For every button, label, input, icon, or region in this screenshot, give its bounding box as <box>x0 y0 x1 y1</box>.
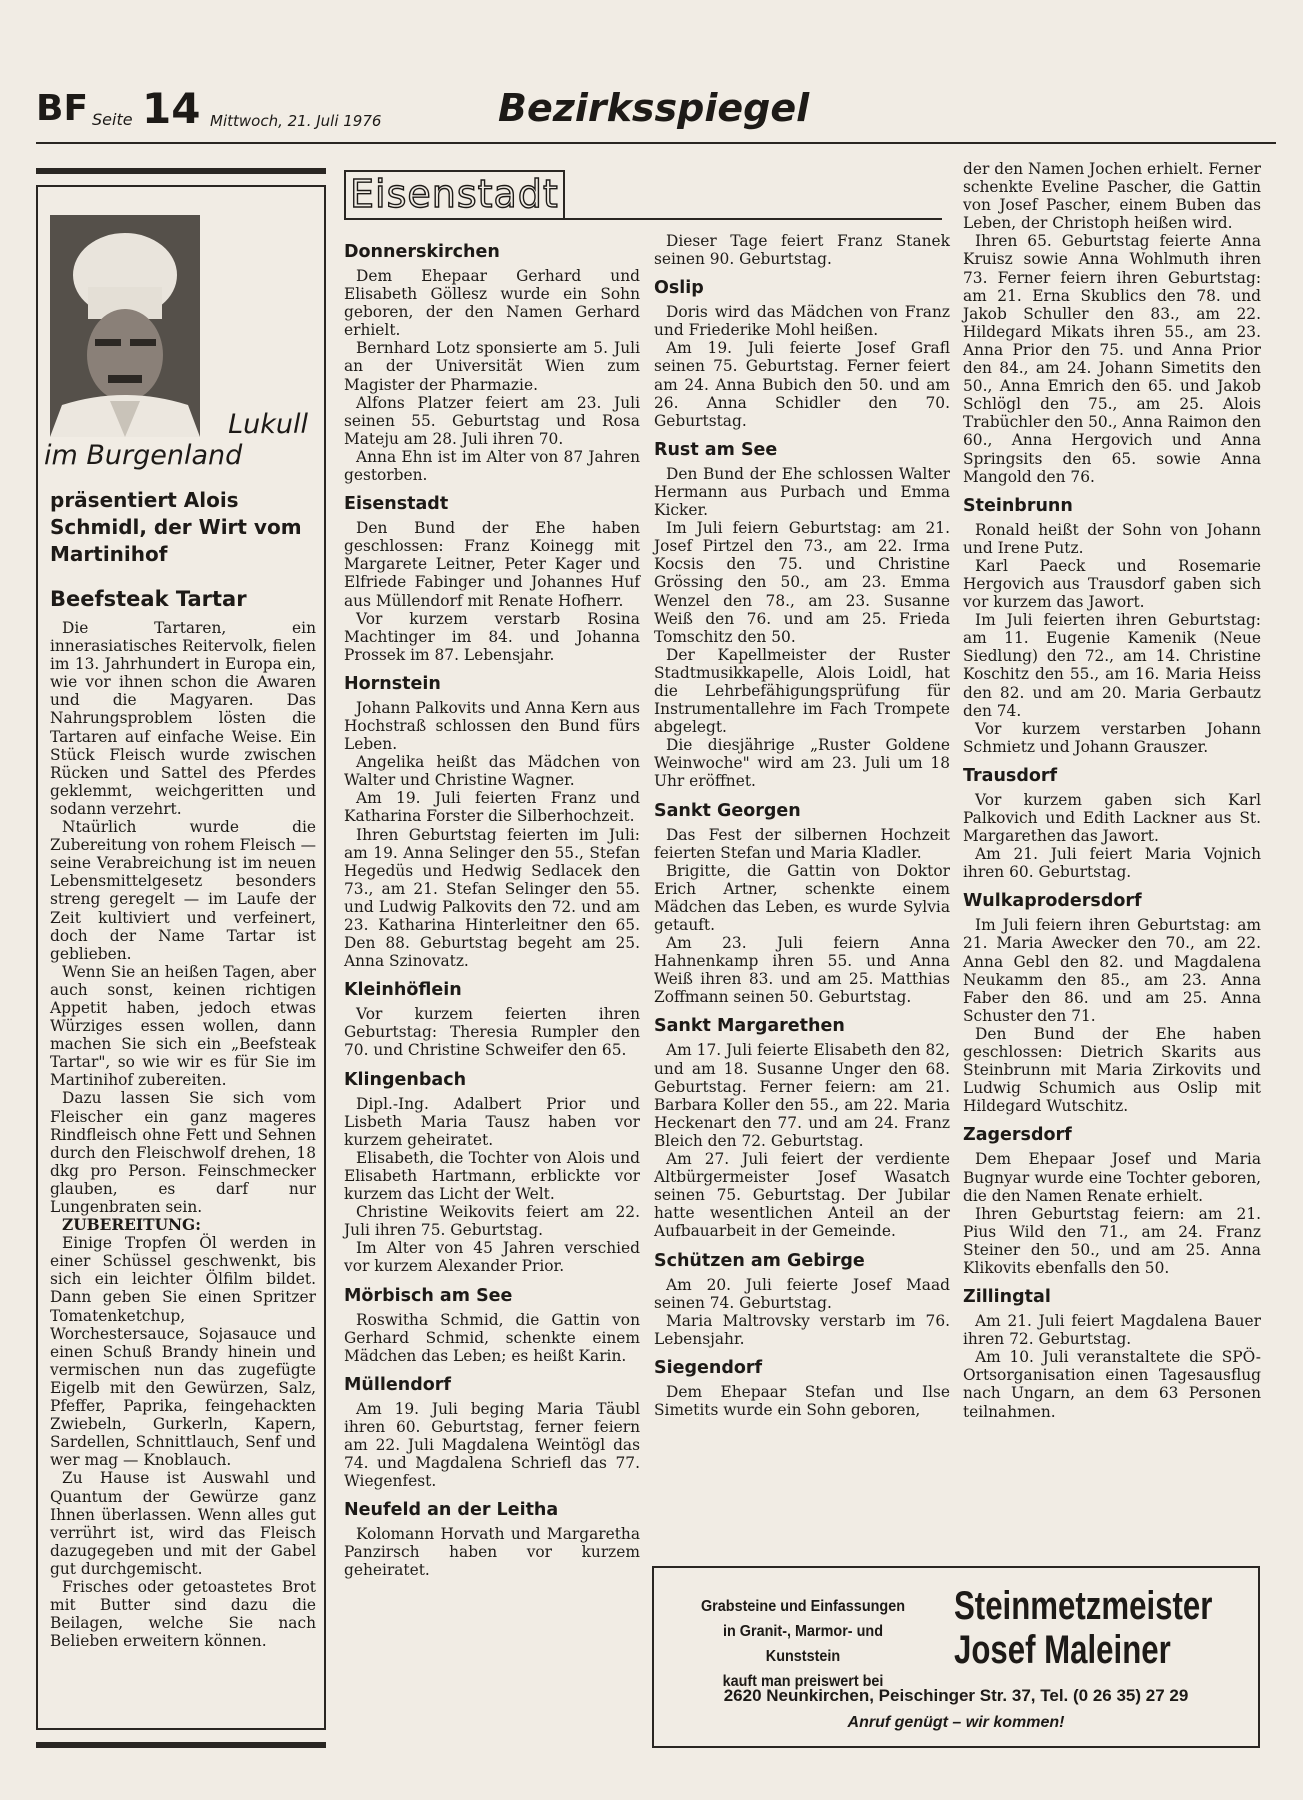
recipe-headline <box>44 409 320 471</box>
article-heading: Neufeld an der Leitha <box>344 1500 559 1521</box>
article-heading: Müllendorf <box>344 1374 451 1395</box>
article-heading: Steinbrunn <box>963 495 1073 516</box>
headline-line-2: im Burgenland <box>44 440 243 471</box>
column-2 <box>654 232 950 1419</box>
logo: BF <box>36 88 89 129</box>
article-paragraph: Dem Ehepaar Stefan und Ilse Simetits wurde ein Sohn geboren, <box>654 1382 950 1419</box>
article-paragraph: Bernhard Lotz sponsierte am 5. Juli an der Universität Wien zum Magister der Pharmazie. <box>344 339 640 394</box>
recipe-text <box>50 619 316 1650</box>
article-paragraph: Doris wird das Mädchen von Franz und Friederike Mohl heißen. <box>654 303 950 340</box>
article-heading: Wulkaprodersdorf <box>963 891 1142 912</box>
article-heading: Zillingtal <box>963 1287 1051 1308</box>
ad-right-line: Steinmetzmeister <box>954 1584 1213 1628</box>
article-paragraph: Im Alter von 45 Jahren verschied vor kurzem Alexander Prior. <box>344 1239 640 1276</box>
article-paragraph: Den Bund der Ehe haben geschlossen: Dietrich Skarits aus Steinbrunn mit Maria Zirkovits und Ludwig Schumich aus Oslip mit Hildegard Wutschitz. <box>963 1024 1261 1116</box>
article-heading: Schützen am Gebirge <box>654 1250 865 1271</box>
recipe-paragraph: Dazu lassen Sie sich vom Fleischer ein ganz mageres Rindfleisch ohne Fett und Sehnen durch den Fleischwolf drehen, 18 dkg pro Person. Feinschmecker glauben, es darf nur Lungenbraten sein. <box>50 1089 316 1216</box>
ad-call-to-action: Anruf genügt – wir kommen! <box>847 1714 1065 1731</box>
article-paragraph: Im Juli feiern ihren Geburtstag: am 21. Maria Awecker den 70., am 22. Anna Gebl den 82. und Magdalena Neukamm den 85., am 23. Anna Faber den 86. und am 25. Anna Schuster den 71. <box>963 916 1261 1025</box>
article-paragraph: Den Bund der Ehe schlossen Walter Hermann aus Purbach und Emma Kicker. <box>654 464 950 520</box>
article-paragraph: Am 19. Juli feierte Josef Grafl seinen 75. Geburtstag. Ferner feiert am 24. Anna Bubich den 50. und am 26. Anna Schidler den 70. Geburtstag. <box>654 339 950 430</box>
article-paragraph: Roswitha Schmid, die Gattin von Gerhard Schmid, schenkte einem Mädchen das Leben; es heißt Karin. <box>344 1310 640 1365</box>
article-paragraph: Dem Ehepaar Gerhard und Elisabeth Göllesz wurde ein Sohn geboren, der den Namen Gerhard erhielt. <box>344 267 640 340</box>
article-paragraph: Angelika heißt das Mädchen von Walter und Christine Wagner. <box>344 753 640 790</box>
chef-photo-icon <box>50 215 200 437</box>
article-heading: Klingenbach <box>344 1069 467 1090</box>
article-heading: Donnerskirchen <box>344 242 500 262</box>
article-paragraph: Vor kurzem feierten ihren Geburtstag: Theresia Rumpler den 70. und Christine Schweifer den 65. <box>344 1005 640 1060</box>
article-paragraph: Alfons Platzer feiert am 23. Juli seinen 55. Geburtstag und Rosa Mateju am 28. Juli ihren 70. <box>344 393 640 448</box>
left-top-bar <box>36 168 326 174</box>
section-title: Bezirksspiegel <box>498 86 810 130</box>
article-heading: Hornstein <box>344 673 441 694</box>
article-paragraph: Anna Ehn ist im Alter von 87 Jahren gestorben. <box>344 447 640 485</box>
article-paragraph: Am 27. Juli feiert der verdiente Altbürgermeister Josef Wasatch seinen 75. Geburtstag. Der Jubilar hatte wesentlichen Anteil an der Aufbauarbeit in der Gemeinde. <box>654 1150 950 1241</box>
issue-date: Mittwoch, 21. Juli 1976 <box>210 112 382 130</box>
recipe-title: Beefsteak Tartar <box>50 587 247 611</box>
article-paragraph: Ronald heißt der Sohn von Johann und Irene Putz. <box>963 520 1261 557</box>
ad-right-line: Josef Maleiner <box>954 1628 1171 1672</box>
recipe-paragraph: Einige Tropfen Öl werden in einer Schüssel geschwenkt, bis sich ein leichter Ölfilm bildet. Dann geben Sie einen Spritzer Tomatenketchup, Worchestersauce, Sojasauce und einen Schuß Brandy hinein und vermischen nun das zugefügte Eigelb mit den Gewürzen, Salz, Pfeffer, Paprika, feingehackten Zwiebeln, Gurkerln, Kapern, Sardellen, Schnittlauch, Senf und wer mag — Knoblauch. <box>50 1234 316 1470</box>
recipe-paragraph: Zu Hause ist Auswahl und Quantum der Gewürze ganz Ihnen überlassen. Wenn alles gut verrührt ist, wird das Fleisch dazugegeben und mit der Gabel gut durchgemischt. <box>50 1469 316 1578</box>
article-paragraph: Im Juli feierten ihren Geburtstag: am 11. Eugenie Kamenik (Neue Siedlung) den 72., am 14. Christine Koschitz den 55., am 16. Maria Heiss den 82. und am 20. Maria Gerbautz den 74. <box>963 611 1261 720</box>
article-paragraph: Am 17. Juli feierte Elisabeth den 82, und am 18. Susanne Unger den 68. Geburtstag. Ferner feiern: am 21. Barbara Koller den 55., am 22. Maria Heckenart den 77. und am 24. Franz Bleich den 72. Geburtstag. <box>654 1041 950 1150</box>
article-heading: Trausdorf <box>963 765 1058 786</box>
column-3-lead: Ihren 65. Geburtstag feierte Anna Kruisz sowie Anna Wohlmuth ihren 73. Ferner feiern ihren Geburtstag: am 21. Erna Skublics den 78. und Jakob Schuller den 83., am 22. Hildegard Mikats ihren 55., am 23. Anna Prior den 75. und Anna Prior den 84., am 24. Johann Simetits den 50., Anna Emrich den 65. und Jakob Schlögl den 75., am 25. Alois Trabüchler den 50., Anna Raimon den 60., Anna Hergovich und Anna Springsits den 65. sowie Anna Mangold den 76. <box>963 232 1261 486</box>
article-paragraph: Am 19. Juli feierten Franz und Katharina Forster die Silberhochzeit. <box>344 789 640 826</box>
masthead <box>0 82 1303 152</box>
article-heading: Sankt Margarethen <box>654 1016 845 1037</box>
article-paragraph: Das Fest der silbernen Hochzeit feierten Stefan und Maria Kladler. <box>654 825 950 862</box>
place-title: Eisenstadt <box>344 170 565 220</box>
article-paragraph: Der Kapellmeister der Ruster Stadtmusikkapelle, Alois Loidl, hat die Lehrbefähigungsprüfung für Instrumentallehre im Fach Trompete abgelegt. <box>654 645 950 737</box>
headline-line-1: Lukull <box>228 409 308 440</box>
article-paragraph: Die diesjährige „Ruster Goldene Weinwoche" wird am 23. Juli um 18 Uhr eröffnet. <box>654 736 950 791</box>
article-paragraph: Am 21. Juli feiert Magdalena Bauer ihren 72. Geburtstag. <box>963 1312 1261 1349</box>
article-heading: Mörbisch am See <box>344 1285 513 1306</box>
ad-address: 2620 Neunkirchen, Peischinger Str. 37, Tel. (0 26 35) 27 29 <box>723 1686 1189 1705</box>
article-paragraph: Vor kurzem gaben sich Karl Palkovich und Edith Lackner aus St. Margarethen das Jawort. <box>963 790 1261 846</box>
article-paragraph: Vor kurzem verstarben Johann Schmietz und Johann Grauszer. <box>963 719 1261 756</box>
article-paragraph: Am 23. Juli feiern Anna Hahnenkamp ihren 55. und Anna Weiß ihren 83. und am 25. Matthias Zoffmann seinen 50. Geburtstag. <box>654 934 950 1007</box>
article-paragraph: Am 20. Juli feierte Josef Maad seinen 74. Geburtstag. <box>654 1275 950 1312</box>
article-heading: Kleinhöflein <box>344 980 462 1001</box>
article-paragraph: Vor kurzem verstarb Rosina Machtinger im 84. und Johanna Prossek im 87. Lebensjahr. <box>344 609 640 664</box>
ad-company-name <box>954 1584 1213 1672</box>
article-paragraph: Maria Maltrovsky verstarb im 76. Lebensjahr. <box>654 1311 950 1348</box>
article-paragraph: Am 10. Juli veranstaltete die SPÖ-Ortsorganisation einen Tagesausflug nach Ungarn, an dem 63 Personen teilnahmen. <box>963 1348 1261 1421</box>
article-heading: Sankt Georgen <box>654 800 801 821</box>
ad-left-line: Grabsteine und Einfassungen <box>700 1598 906 1615</box>
recipe-subhead: ZUBEREITUNG: <box>62 1216 201 1235</box>
article-paragraph: Karl Paeck und Rosemarie Hergovich aus Trausdorf gaben sich vor kurzem das Jawort. <box>963 556 1261 612</box>
place-rule <box>344 218 942 220</box>
masthead-rule <box>36 142 1276 144</box>
article-paragraph: Ihren Geburtstag feierten im Juli: am 19. Anna Selinger den 55., Stefan Hegedüs und Hedwig Sedlacek den 73., am 21. Stefan Selinger den 55. und Ludwig Palkovits den 72. und am 23. Katharina Hinterleitner den 65. Den 88. Geburtstag begeht am 25. Anna Szinovatz. <box>344 825 640 971</box>
chef-portrait-icon <box>50 215 200 437</box>
article-heading: Oslip <box>654 278 704 299</box>
ad-left-line: kauft man preiswert bei <box>722 1673 884 1690</box>
recipe-paragraph: Frisches oder getoastetes Brot mit Butter sind dazu die Beilagen, welche Sie nach Belieben erweitern können. <box>50 1577 316 1651</box>
column-1 <box>344 232 640 1580</box>
article-heading: Eisenstadt <box>344 494 449 515</box>
ad-left-line: in Granit-, Marmor- und Kunststein <box>722 1623 884 1665</box>
article-paragraph: Elisabeth, die Tochter von Alois und Elisabeth Hartmann, erblickte vor kurzem das Licht der Welt. <box>344 1148 640 1204</box>
seite-label: Seite <box>92 110 133 129</box>
article-paragraph: Kolomann Horvath und Margaretha Panzirsch haben vor kurzem geheiratet. <box>344 1525 640 1580</box>
left-bottom-bar <box>36 1742 326 1748</box>
ad-left-text <box>686 1594 920 1694</box>
recipe-paragraph: Die Tartaren, ein innerasiatisches Reitervolk, fielen im 13. Jahrhundert in Europa ein, wie vor ihnen schon die Awaren und die Magyaren. Das Nahrungsproblem lösten die Tartaren auf einfache Weise. Ein Stück Fleisch wurde zwischen Rücken und Sattel des Pferdes geklemmt, weichgeritten und sodann verzehrt. <box>50 619 316 818</box>
advertisement <box>652 1566 1260 1748</box>
article-paragraph: Dem Ehepaar Josef und Maria Bugnyar wurde eine Tochter geboren, die den Namen Renate erhielt. <box>963 1150 1261 1205</box>
column-3-lead: der den Namen Jochen erhielt. Ferner schenkte Eveline Pascher, die Gattin von Josef Pascher, einem Buben das Leben, der Christoph heißen wird. <box>963 160 1261 233</box>
recipe-box <box>36 185 326 1730</box>
article-paragraph: Den Bund der Ehe haben geschlossen: Franz Koinegg mit Margarete Leitner, Peter Kager und Elfriede Fabinger und Johannes Huf aus Müllendorf mit Renate Hofherr. <box>344 519 640 610</box>
article-paragraph: Brigitte, die Gattin von Doktor Erich Artner, schenkte einem Mädchen das Leben, es wurde Sylvia getauft. <box>654 861 950 934</box>
recipe-paragraph: Wenn Sie an heißen Tagen, aber auch sonst, keinen richtigen Appetit haben, jedoch etwas Würziges essen wollen, dann machen Sie sich ein „Beefsteak Tartar", so wie wir es für Sie im Martinihof zubereiten. <box>50 962 316 1090</box>
article-paragraph: Im Juli feiern Geburtstag: am 21. Josef Pirtzel den 73., am 22. Irma Kocsis den 75. und Christine Grössing den 50., am 23. Emma Wenzel den 78., am 23. Susanne Weiß den 76. und am 25. Frieda Tomschitz den 50. <box>654 519 950 646</box>
article-paragraph: Am 19. Juli beging Maria Täubl ihren 60. Geburtstag, ferner feiern am 22. Juli Magdalena Weintögl das 74. und Magdalena Schriefl das 77. Wiegenfest. <box>344 1399 640 1491</box>
column-3 <box>963 160 1261 1421</box>
page-number: 14 <box>142 84 201 133</box>
article-paragraph: Johann Palkovits und Anna Kern aus Hochstraß schlossen den Bund fürs Leben. <box>344 698 640 754</box>
article-paragraph: Christine Weikovits feiert am 22. Juli ihren 75. Geburtstag. <box>344 1203 640 1240</box>
article-paragraph: Ihren Geburtstag feiern: am 21. Pius Wild den 71., am 24. Franz Steiner den 50., und am 25. Anna Klikovits ebenfalls den 50. <box>963 1204 1261 1277</box>
column-2-lead: Dieser Tage feiert Franz Stanek seinen 90. Geburtstag. <box>654 232 950 269</box>
recipe-subheadline: präsentiert Alois Schmidl, der Wirt vom Martinihof <box>50 488 302 566</box>
article-paragraph: Dipl.-Ing. Adalbert Prior und Lisbeth Maria Tausz haben vor kurzem geheiratet. <box>344 1094 640 1149</box>
article-paragraph: Am 21. Juli feiert Maria Vojnich ihren 60. Geburtstag. <box>963 845 1261 882</box>
article-heading: Rust am See <box>654 439 778 460</box>
recipe-paragraph: Ntaürlich wurde die Zubereitung von rohem Fleisch — seine Verabreichung ist im neuen Lebensmittelgesetz besonders streng geregelt — im Laufe der Zeit kultiviert und verfeinert, doch der Name Tartar ist geblieben. <box>50 818 316 963</box>
article-heading: Siegendorf <box>654 1357 763 1378</box>
article-heading: Zagersdorf <box>963 1125 1072 1146</box>
